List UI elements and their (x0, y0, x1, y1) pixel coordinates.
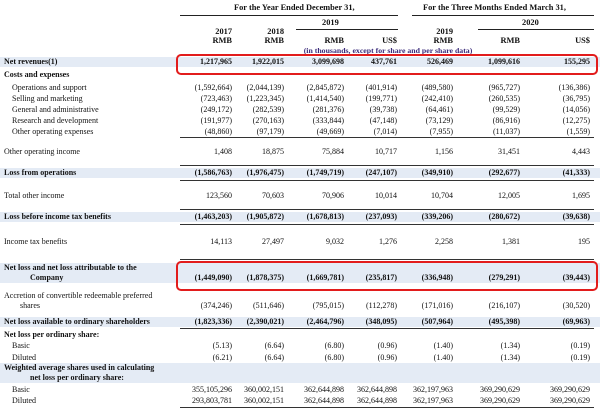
row-value: (11,037) (492, 127, 520, 136)
row-value: (965,727) (488, 83, 520, 92)
column-currency: RMB (433, 36, 453, 45)
row-label: Basic (12, 385, 30, 394)
row-label: Other operating income (4, 147, 80, 156)
row-label-continued: Company (30, 273, 64, 282)
table-row (0, 105, 600, 115)
row-value: (1,976,475) (246, 168, 284, 177)
row-value: 75,884 (322, 147, 344, 156)
row-value: (1,463,203) (194, 212, 232, 221)
row-value: (36,795) (562, 94, 590, 103)
row-value: (12,275) (562, 116, 590, 125)
row-value: 1,922,015 (252, 57, 284, 66)
total-rule (180, 165, 594, 166)
row-value: (6.21) (212, 353, 232, 362)
row-value: 369,290,629 (480, 396, 520, 405)
row-value: (86,916) (492, 116, 520, 125)
row-value: 3,099,698 (312, 57, 344, 66)
table-row (0, 237, 600, 247)
row-value: 1,099,616 (488, 57, 520, 66)
row-value: 1,217,965 (200, 57, 232, 66)
row-value: (1,586,763) (194, 168, 232, 177)
row-label: Research and development (12, 116, 99, 125)
row-value: 12,005 (498, 191, 520, 200)
row-value: 18,875 (262, 147, 284, 156)
row-value: (2,390,021) (246, 317, 284, 326)
row-value: 1,156 (435, 147, 453, 156)
column-year: 2018 (267, 27, 284, 36)
column-currency: RMB (500, 36, 520, 45)
row-value: (336,948) (421, 273, 453, 282)
row-value: (292,677) (488, 168, 520, 177)
row-value: (489,580) (421, 83, 453, 92)
table-row (0, 191, 600, 201)
row-value: (39,443) (562, 273, 590, 282)
row-value: (511,646) (252, 301, 284, 310)
row-value: (1,559) (566, 127, 590, 136)
row-value: (1,223,345) (246, 94, 284, 103)
column-currency: US$ (382, 36, 397, 45)
row-value: (1,592,664) (194, 83, 232, 92)
row-value: (1,678,813) (306, 212, 344, 221)
table-row (0, 116, 600, 126)
row-value: 31,451 (498, 147, 520, 156)
row-value: (216,107) (488, 301, 520, 310)
row-value: 14,113 (210, 237, 232, 246)
table-row (0, 291, 600, 311)
row-value: (1,749,719) (306, 168, 344, 177)
row-value: (270,163) (252, 116, 284, 125)
table-row (0, 212, 600, 222)
row-value: 123,560 (206, 191, 232, 200)
row-value: (1.34) (500, 341, 520, 350)
row-value: (260,535) (488, 94, 520, 103)
row-value: 10,014 (375, 191, 397, 200)
quarter-period-title: For the Three Months Ended March 31, (423, 3, 566, 12)
table-row (0, 353, 600, 363)
highlight-net-revenues (176, 54, 598, 75)
row-label: Total other income (4, 191, 65, 200)
row-value: (97,179) (256, 127, 284, 136)
row-value: 70,603 (262, 191, 284, 200)
row-value: (349,910) (421, 168, 453, 177)
row-label: Weighted average shares used in calculating (4, 363, 155, 372)
table-row (0, 363, 600, 383)
row-value: 293,803,781 (192, 396, 232, 405)
row-value: (112,278) (365, 301, 397, 310)
row-value: (199,771) (365, 94, 397, 103)
row-value: 369,290,629 (550, 396, 590, 405)
row-value: (242,410) (421, 94, 453, 103)
table-row (0, 83, 600, 93)
total-rule (180, 137, 594, 138)
table-row (0, 168, 600, 178)
row-value: (235,817) (365, 273, 397, 282)
row-label: Diluted (12, 353, 36, 362)
row-value: 360,002,151 (244, 396, 284, 405)
row-label: Basic (12, 341, 30, 350)
column-currency: RMB (324, 36, 344, 45)
row-value: (14,056) (562, 105, 590, 114)
table-row (0, 94, 600, 104)
row-value: 10,717 (375, 147, 397, 156)
row-value: 27,497 (262, 237, 284, 246)
quarter-subheader-2020: 2020 (522, 18, 539, 27)
year-period-title: For the Year Ended December 31, (234, 3, 355, 12)
row-label-continued: shares (20, 301, 40, 310)
row-value: (249,172) (200, 105, 232, 114)
row-value: 362,644,898 (357, 385, 397, 394)
row-value: (374,246) (200, 301, 232, 310)
table-row (0, 396, 600, 406)
row-value: (1,669,781) (306, 273, 344, 282)
row-label: Net loss per ordinary share: (4, 330, 100, 339)
row-value: 355,105,296 (192, 385, 232, 394)
row-value: 369,290,629 (480, 385, 520, 394)
row-value: (48,860) (204, 127, 232, 136)
row-value: (795,015) (312, 301, 344, 310)
total-rule (180, 259, 594, 260)
table-row (0, 127, 600, 137)
row-value: (171,016) (421, 301, 453, 310)
row-value: 9,032 (326, 237, 344, 246)
row-value: (191,977) (200, 116, 232, 125)
row-value: 1,381 (502, 237, 520, 246)
year-subheader-2019: 2019 (322, 18, 339, 27)
row-value: (723,463) (200, 94, 232, 103)
row-value: (507,964) (421, 317, 453, 326)
column-year: 2019 (436, 27, 453, 36)
row-value: (1,905,872) (246, 212, 284, 221)
row-label: Loss before income tax benefits (4, 212, 111, 221)
row-value: (2,464,796) (306, 317, 344, 326)
row-value: (1.40) (433, 353, 453, 362)
row-label: Net revenues(1) (4, 57, 58, 66)
row-label: Income tax benefits (4, 237, 68, 246)
row-value: (1,823,336) (194, 317, 232, 326)
row-label-continued: net loss per ordinary share: (30, 373, 124, 382)
row-value: 526,469 (427, 57, 453, 66)
row-value: (6.64) (264, 353, 284, 362)
total-rule (180, 209, 594, 210)
row-value: (1,878,375) (246, 273, 284, 282)
row-value: (30,520) (562, 301, 590, 310)
total-rule (180, 180, 594, 181)
column-year: 2017 (215, 27, 232, 36)
row-label: General and administrative (12, 105, 99, 114)
units-note: (in thousands, except for share and per share data) (303, 46, 473, 55)
row-value: 1,695 (572, 191, 590, 200)
row-value: 10,704 (431, 191, 453, 200)
row-value: 1,276 (379, 237, 397, 246)
row-value: (7,014) (373, 127, 397, 136)
row-value: 362,644,898 (357, 396, 397, 405)
row-label: Diluted (12, 396, 36, 405)
highlight-net-loss (176, 261, 598, 291)
row-value: (339,206) (421, 212, 453, 221)
row-value: (39,738) (369, 105, 397, 114)
row-value: (279,291) (488, 273, 520, 282)
row-value: 1,408 (214, 147, 232, 156)
row-value: (247,107) (365, 168, 397, 177)
row-label: Loss from operations (4, 168, 77, 177)
row-value: (0.19) (570, 353, 590, 362)
column-currency: RMB (264, 36, 284, 45)
row-value: (64,461) (425, 105, 453, 114)
row-value: (5.13) (212, 341, 232, 350)
row-value: (69,963) (562, 317, 590, 326)
row-value: 362,197,963 (413, 396, 453, 405)
row-value: (1.34) (500, 353, 520, 362)
row-value: (495,398) (488, 317, 520, 326)
column-currency: US$ (575, 36, 590, 45)
table-row (0, 385, 600, 395)
row-label: Net loss available to ordinary shareholders (4, 317, 150, 326)
row-value: (0.19) (570, 341, 590, 350)
row-label: Operations and support (12, 83, 87, 92)
row-value: (0.96) (377, 353, 397, 362)
row-value: (2,845,872) (306, 83, 344, 92)
row-value: 155,295 (564, 57, 590, 66)
row-value: 369,290,629 (550, 385, 590, 394)
row-label: Accretion of convertible redeemable preferred (4, 291, 153, 300)
row-value: (333,844) (312, 116, 344, 125)
row-value: 360,002,151 (244, 385, 284, 394)
row-value: 362,197,963 (413, 385, 453, 394)
table-row (0, 317, 600, 327)
row-value: (348,095) (365, 317, 397, 326)
row-value: (136,386) (558, 83, 590, 92)
row-label: Costs and expenses (4, 70, 70, 79)
total-rule (180, 407, 594, 408)
row-value: (6.80) (324, 341, 344, 350)
row-label: Other operating expenses (12, 127, 94, 136)
row-value: 2,258 (435, 237, 453, 246)
row-label: Selling and marketing (12, 94, 83, 103)
row-value: (1,449,090) (194, 273, 232, 282)
row-value: (49,669) (316, 127, 344, 136)
total-rule (180, 328, 594, 329)
row-value: (99,529) (492, 105, 520, 114)
row-value: (47,148) (369, 116, 397, 125)
row-value: 362,644,898 (304, 385, 344, 394)
row-value: (282,539) (252, 105, 284, 114)
row-value: (280,672) (488, 212, 520, 221)
row-value: (0.96) (377, 341, 397, 350)
row-label: Net loss and net loss attributable to the (4, 263, 137, 272)
row-value: (281,376) (312, 105, 344, 114)
row-value: (401,914) (365, 83, 397, 92)
row-value: (1.40) (433, 341, 453, 350)
row-value: (6.64) (264, 341, 284, 350)
row-value: (2,044,139) (246, 83, 284, 92)
row-value: (41,333) (562, 168, 590, 177)
row-value: 70,906 (322, 191, 344, 200)
table-row (0, 147, 600, 157)
table-row (0, 330, 600, 340)
row-value: (237,093) (365, 212, 397, 221)
row-value: (39,638) (562, 212, 590, 221)
row-value: 4,443 (572, 147, 590, 156)
column-currency: RMB (212, 36, 232, 45)
row-value: 362,644,898 (304, 396, 344, 405)
total-rule (180, 224, 594, 225)
row-value: (73,129) (425, 116, 453, 125)
row-value: (6.80) (324, 353, 344, 362)
row-value: (7,955) (429, 127, 453, 136)
table-row (0, 341, 600, 351)
row-value: 195 (578, 237, 590, 246)
row-value: 437,761 (371, 57, 397, 66)
row-value: (1,414,540) (306, 94, 344, 103)
